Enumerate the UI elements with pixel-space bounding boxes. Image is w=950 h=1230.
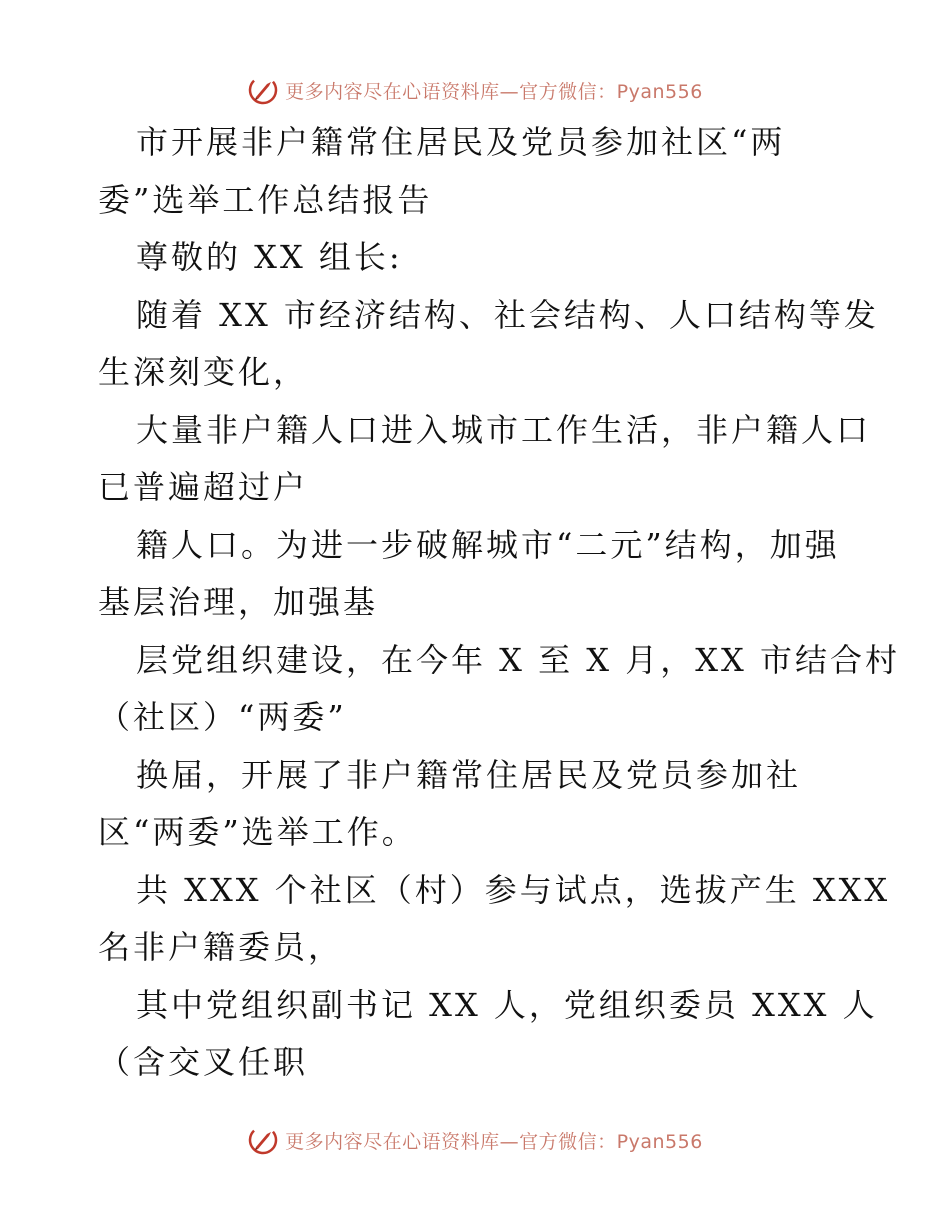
paragraph-line: 层党组织建设，在今年 X 至 X 月，XX 市结合村	[136, 641, 900, 679]
watermark-text: 更多内容尽在心语资料库—官方微信：Pyan556	[285, 1130, 703, 1153]
paragraph-line: 共 XXX 个社区（村）参与试点，选拔产生 XXX	[136, 871, 891, 909]
pen-quill-circle-icon	[247, 74, 279, 106]
paragraph-line: 大量非户籍人口进入城市工作生活，非户籍人口	[136, 411, 872, 449]
paragraph-line: 随着 XX 市经济结构、社会结构、人口结构等发	[136, 296, 879, 334]
paragraph-line: 区“两委”选举工作。	[98, 813, 417, 851]
paragraph-line: 基层治理，加强基	[98, 583, 379, 621]
paragraph-line: 其中党组织副书记 XX 人，党组织委员 XXX 人	[136, 986, 878, 1024]
paragraph-line: （社区）“两委”	[98, 698, 347, 736]
title-line-1: 市开展非户籍常住居民及党员参加社区“两	[136, 123, 786, 161]
header-watermark	[0, 70, 950, 110]
pen-quill-circle-icon	[247, 1124, 279, 1156]
footer-watermark	[0, 1120, 950, 1160]
paragraph-line: 名非户籍委员，	[98, 928, 344, 966]
paragraph-line: 已普遍超过户	[98, 468, 309, 506]
title-line-2: 委”选举工作总结报告	[98, 181, 433, 219]
salutation: 尊敬的 XX 组长:	[136, 238, 403, 276]
paragraph-line: 生深刻变化，	[98, 353, 309, 391]
paragraph-line: 籍人口。为进一步破解城市“二元”结构，加强	[136, 526, 840, 564]
paragraph-line: （含交叉任职	[98, 1043, 309, 1081]
watermark-text: 更多内容尽在心语资料库—官方微信：Pyan556	[285, 80, 703, 103]
paragraph-line: 换届，开展了非户籍常住居民及党员参加社	[136, 756, 802, 794]
